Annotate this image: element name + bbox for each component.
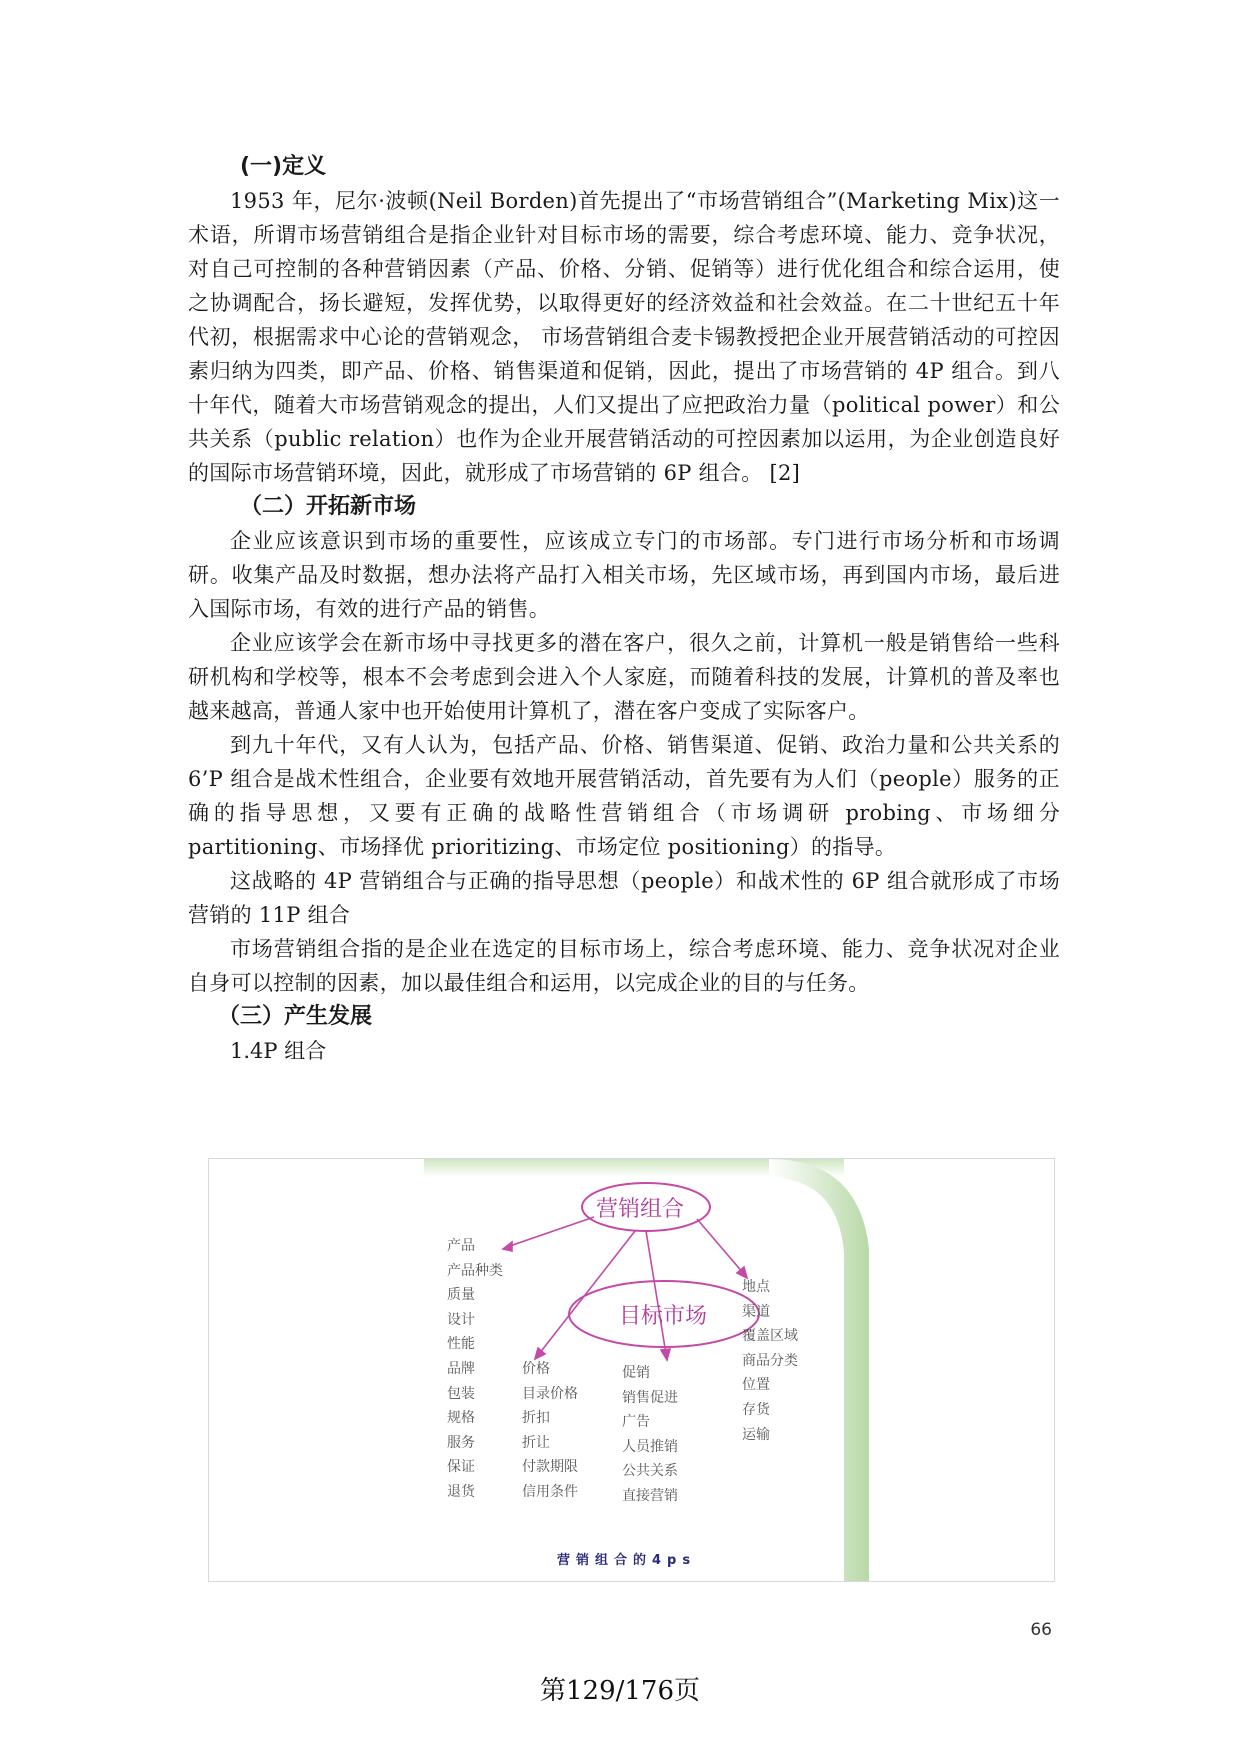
paragraph-definition: 1953 年，尼尔·波顿(Neil Borden)首先提出了“市场营销组合”(Marketing Mix)这一术语，所谓市场营销组合是指企业针对目标市场的需要，综合考虑环境、能力、竞争状况，对自己可控制的各种营销因素（产品、价格、分销、促销等）进行优化组合和综合运用，使之协调配合，扬长避短，发挥优势，以取得更好的经济效益和社会效益。在二十世纪五十年代初，根据需求中心论的营销观念， 市场营销组合麦卡锡教授把企业开展营销活动的可控因素归纳为四类，即产品、价格、销售渠道和促销，因此，提出了市场营销的 4P 组合。到八十年代，随着大市场营销观念的提出，人们又提出了应把政治力量（political power）和公共关系（public relation）也作为企业开展营销活动的可控因素加以运用，为企业创造良好的国际市场营销环境，因此，就形成了市场营销的 6P 组合。 [2] [188,189,1060,485]
frame-right-shade [769,1159,869,1581]
product-item: 品牌 [447,1361,475,1377]
place-item: 商品分类 [742,1352,798,1369]
arrow-to-price [539,1231,635,1354]
promo-item: 直接营销 [622,1488,678,1504]
product-item: 包装 [447,1385,475,1402]
label-target-market: 目标市场 [619,1304,708,1329]
section-heading-new-market: （二）开拓新市场 [240,494,417,519]
page-number: 66 [1030,1620,1052,1640]
promo-item: 人员推销 [622,1438,678,1455]
place-item: 存货 [742,1402,770,1418]
product-item: 规格 [447,1410,475,1427]
paragraph-new-market-3: 到九十年代，又有人认为，包括产品、价格、销售渠道、促销、政治力量和公共关系的 6’P 组合是战术性组合，企业要有效地开展营销活动，首先要有为人们（people）服务的正确的指导思想，又要有正确的战略性营销组合（市场调研 probing、市场细分 partitioning、市场择优 prioritizing、市场定位 positioning）的指导。 [188,733,1060,859]
arrow-to-product [507,1217,594,1247]
product-item: 性能 [447,1336,475,1353]
price-item: 价格 [522,1361,550,1377]
marketing-mix-figure [208,1158,1055,1582]
section-heading-definition: (一)定义 [240,154,327,179]
figure-caption: 营销组合的4ps [557,1553,697,1568]
subheading-4p: 1.4P 组合 [230,1039,327,1063]
page-footer: 第129/176页 [539,1676,700,1706]
document-body [188,150,1060,1068]
place-item: 运输 [742,1426,770,1443]
product-item: 退货 [447,1484,475,1500]
product-item: 质量 [447,1287,475,1304]
price-item: 折扣 [522,1410,550,1427]
place-item: 地点 [742,1279,770,1295]
place-item: 渠道 [742,1303,770,1320]
paragraph-new-market-5: 市场营销组合指的是企业在选定的目标市场上，综合考虑环境、能力、竞争状况对企业自身可以控制的因素，加以最佳组合和运用，以完成企业的目的与任务。 [188,937,1060,995]
paragraph-new-market-1: 企业应该意识到市场的重要性，应该成立专门的市场部。专门进行市场分析和市场调研。收集产品及时数据，想办法将产品打入相关市场，先区域市场，再到国内市场，最后进入国际市场，有效的进行产品的销售。 [188,529,1060,621]
product-item: 服务 [447,1434,475,1451]
label-marketing-mix: 营销组合 [596,1197,685,1222]
place-item: 位置 [742,1377,770,1394]
arrow-head-product [503,1242,512,1251]
arrow-to-place [697,1219,744,1274]
product-item: 产品 [447,1238,475,1254]
promo-item: 促销 [622,1365,650,1381]
product-item: 保证 [447,1459,475,1476]
place-item: 覆盖区域 [742,1328,798,1345]
product-item: 产品种类 [447,1262,503,1279]
arrow-to-promo [646,1231,666,1354]
promo-item: 广告 [622,1414,650,1431]
arrow-group [503,1217,747,1360]
paragraph-new-market-4: 这战略的 4P 营销组合与正确的指导思想（people）和战术性的 6P 组合就形成了市场营销的 11P 组合 [188,869,1060,927]
paragraph-new-market-2: 企业应该学会在新市场中寻找更多的潜在客户，很久之前，计算机一般是销售给一些科研机构和学校等，根本不会考虑到会进入个人家庭，而随着科技的发展，计算机的普及率也越来越高，普通人家中也开始使用计算机了，潜在客户变成了实际客户。 [188,631,1060,723]
price-item: 折让 [522,1434,550,1451]
product-item: 设计 [447,1311,475,1328]
promo-item: 销售促进 [622,1389,678,1406]
price-item: 付款期限 [522,1459,578,1476]
price-item: 信用条件 [522,1484,578,1500]
arrow-head-promo [661,1349,670,1360]
price-item: 目录价格 [522,1385,578,1402]
section-heading-development: （三）产生发展 [218,1004,373,1029]
promo-item: 公共关系 [622,1463,678,1480]
